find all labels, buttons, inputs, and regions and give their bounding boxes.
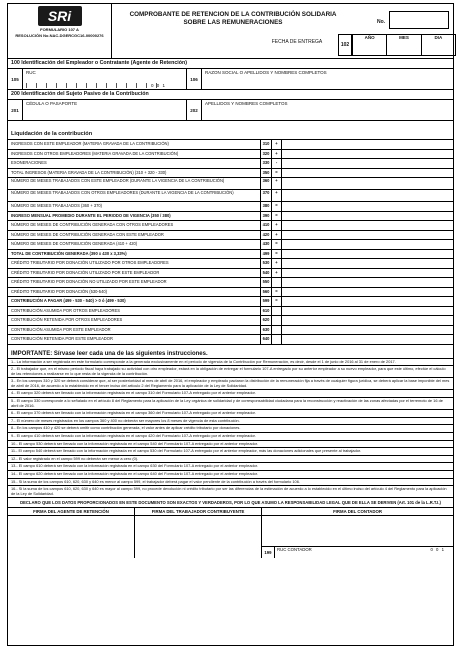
liquidation-row — [8, 231, 453, 241]
employer-id-row — [8, 69, 453, 90]
liquidation-row-sign: - — [272, 159, 282, 168]
liquidation-row-value[interactable] — [282, 202, 453, 211]
liquidation-row-label: INGRESO MENSUAL PROMEDIO DURANTE EL PERIODO DE VIGENCIA (350 / 380) — [11, 212, 171, 218]
taxpayer-section-title: 200 Identificación del Sujeto Pasivo de la Contribución — [8, 90, 453, 100]
liquidation-row-sign: = — [272, 250, 282, 259]
liquidation-row-label: NÚMERO DE MESES DE CONTRIBUCIÓN GENERADA CON ESTE EMPLEADOR — [11, 231, 164, 237]
agent-signature-label: FIRMA DEL AGENTE DE RETENCIÓN — [8, 508, 134, 516]
liquidation-row-sign: = — [272, 169, 282, 178]
worker-signature-label: FIRMA DEL TRABAJADOR CONTRIBUYENTE — [135, 508, 261, 516]
agent-signature-box[interactable] — [8, 508, 135, 558]
declaration: DECLARO QUE LOS DATOS PROPORCIONADOS EN ESTE DOCUMENTO SON EXACTOS Y VERDADEROS, POR LO QUE ASUMO LA RESPONSABILIDAD LEGAL QUE DE ELLA SE DERIVEN (Art. 101 de la L.R.T.I.) — [8, 498, 453, 508]
employer-ruc-field[interactable] — [22, 69, 186, 89]
liquidation-row-label: NÚMERO DE MESES DE CONTRIBUCIÓN GENERADA CON OTROS EMPLEADORES — [11, 222, 174, 227]
accountant-ruc-code: 199 — [262, 547, 275, 558]
instruction-item: 3.- En los campos 310 y 320 se deberá considerar que, al ser posterioridad al mes de abril de 2016, el empleador y empleado pactaron la distribución de la remuneración fija a través de cualquier figura jurídica, se deberá aplicar la base imponible del mes de abril de 2016, de acuerdo a lo establecido en el tercer inciso del artículo 2 del Reglamento para la aplicación de la Ley de Solidaridad. — [8, 378, 453, 390]
liquidation-row — [8, 169, 453, 179]
liquidation-row — [8, 335, 453, 345]
liquidation-row-value[interactable] — [282, 250, 453, 259]
number-label: No. — [377, 19, 386, 25]
liquidation-row-code: 530 — [260, 259, 272, 268]
liquidation-row — [8, 159, 453, 169]
liquidation-row-label: CRÉDITO TRIBUTARIO POR DONACIÓN UTILIZADO POR OTROS EMPLEADORES — [11, 260, 169, 265]
instructions-list — [8, 359, 453, 499]
instruction-item: 7.- El número de meses registrados en los campos 360 y 400 no deberán ser mayores los 8 meses de vigencia de esta contribución. — [8, 418, 453, 426]
liquidation-row-sign: = — [272, 212, 282, 221]
liquidation-row-code: 430 — [260, 240, 272, 249]
liquidation-row-value[interactable] — [282, 212, 453, 221]
liquidation-row-label: CRÉDITO TRIBUTARIO POR DONACIÓN (530-540) — [11, 288, 107, 294]
liquidation-row-code: 370 — [260, 190, 272, 201]
liquidation-row — [8, 250, 453, 260]
liquidation-row-label: CRÉDITO TRIBUTARIO POR DONACIÓN UTILIZADO POR ESTE EMPLEADOR — [11, 269, 160, 275]
liquidation-row-label: CONTRIBUCIÓN ASUMIDA POR ESTE EMPLEADOR — [11, 326, 111, 332]
instruction-item: 5.- El campo 330 corresponde a lo señalado en el artículo 8 del Reglamento para la aplicación de la Ley orgánica de solidaridad y de corresponsabilidad ciudadana para la reconstrucción y reactivación de las zonas afectadas por el terremoto de 16 de abril de 2016. — [8, 398, 453, 410]
liquidation-row — [8, 178, 453, 190]
form-page — [7, 3, 454, 646]
instruction-item: 16.- Si la suma de los campos 610, 620, 630 y 640 es mayor al campo 599, no procede devolución ni crédito tributario por ser las diferencias de la estimación de acuerdo a lo establecido en el último inciso del artículo 4 del Reglamento para la aplicación de la Ley de Solidaridad. — [8, 486, 453, 498]
logo-block — [8, 4, 112, 58]
accountant-signature-box[interactable] — [262, 508, 453, 558]
ruc-digit-boxes[interactable] — [26, 83, 166, 88]
liquidation-row-value[interactable] — [282, 288, 453, 297]
instruction-item: 8.- En los campos 410 y 420 se deberá omitir como contribución generada, el valor antes de aplicar crédito tributario por donaciones. — [8, 425, 453, 433]
liquidation-row — [8, 297, 453, 307]
apellidos-code: 202 — [186, 100, 201, 120]
liquidation-row-code: 360 — [260, 178, 272, 189]
razon-social-label: RAZON SOCIAL O APELLIDOS Y NOMBRES COMPLETOS — [205, 70, 327, 75]
liquidation-row-sign: + — [272, 150, 282, 159]
instruction-item: 1.- La información a ser registrada en este formulario corresponde a la generada exclusivamente en el período de vigencia de la Contribución por Remuneración, es decir, desde el 1 de junio de 2016 al 31 de enero de 2017. — [8, 359, 453, 367]
worker-signature-box[interactable] — [135, 508, 262, 558]
liquidation-row-value[interactable] — [282, 190, 453, 201]
liquidation-table — [8, 140, 453, 345]
liquidation-row-sign: + — [272, 140, 282, 149]
liquidation-row-value[interactable] — [282, 221, 453, 230]
liquidation-row-label: NÚMERO DE MESES DE CONTRIBUCIÓN GENERADA (410 + 420) — [11, 241, 138, 246]
instructions-title: IMPORTANTE: Sírvase leer cada una de las siguientes instrucciones. — [8, 345, 453, 359]
liquidation-row-sign: + — [272, 178, 282, 189]
month-column[interactable]: MES — [386, 35, 420, 55]
liquidation-row-sign — [272, 326, 282, 335]
cedula-field[interactable] — [22, 100, 186, 120]
liquidation-row-value[interactable] — [282, 278, 453, 287]
liquidation-row-code: 550 — [260, 278, 272, 287]
liquidation-row-value[interactable] — [282, 240, 453, 249]
liquidation-row-value[interactable] — [282, 269, 453, 278]
apellidos-label: APELLIDOS Y NOMBRES COMPLETOS — [205, 101, 288, 106]
liquidation-row-code: 630 — [260, 326, 272, 335]
liquidation-row-label: CONTRIBUCIÓN RETENIDA POR ESTE EMPLEADOR — [11, 336, 113, 341]
ruc-suffix: 0 0 1 — [150, 83, 166, 88]
liquidation-row-sign: + — [272, 259, 282, 268]
liquidation-row-sign: = — [272, 240, 282, 249]
liquidation-row-label: NÚMERO DE MESES TRABAJADOS (360 + 370) — [11, 203, 103, 208]
liquidation-row — [8, 278, 453, 288]
resolution-number: RESOLUCIÓN No.NAC-DGERCGC16-00000276 — [15, 33, 104, 38]
sri-logo: SRi — [38, 6, 82, 26]
cedula-code: 201 — [11, 107, 19, 113]
liquidation-row-label: TOTAL DE CONTRIBUCIÓN GENERADA (390 x 430 x 3,33%) — [11, 250, 127, 256]
liquidation-row-sign — [272, 307, 282, 316]
liquidation-row-code: 420 — [260, 231, 272, 240]
taxpayer-name-field[interactable] — [201, 100, 453, 120]
liquidation-row-code: 380 — [260, 202, 272, 211]
instruction-item: 14.- El campo 620 deberá ser llenado con la información registrada en el campo 640 del Formulario 107-A entregado por el anterior empleador. — [8, 471, 453, 479]
liquidation-row-code: 330 — [260, 159, 272, 168]
liquidation-row — [8, 221, 453, 231]
liquidation-row-label: CONTRIBUCIÓN RETENIDA POR OTROS EMPLEADORES — [11, 317, 123, 322]
liquidation-row-code: 390 — [260, 212, 272, 221]
liquidation-row-code: 350 — [260, 169, 272, 178]
liquidation-row-label: NÚMERO DE MESES TRABAJADOS CON OTROS EMPLEADORES (DURANTE LA VIGENCIA DE LA CONTRIBUCIÓN) — [11, 190, 234, 195]
liquidation-row — [8, 190, 453, 202]
liquidation-row-code: 410 — [260, 221, 272, 230]
liquidation-row-label: TOTAL INGRESOS (MATERIA GRAVADA DE LA CONTRIBUCIÓN) (310 + 320 - 330) — [11, 169, 167, 175]
accountant-ruc-label: RUC CONTADOR — [277, 547, 312, 553]
liquidation-row-label: CONTRIBUCIÓN ASUMIDA POR OTROS EMPLEADORES — [11, 307, 120, 313]
liquidation-row-sign: + — [272, 231, 282, 240]
liquidation-row-value[interactable] — [282, 259, 453, 268]
date-code: 102 — [338, 34, 352, 56]
liquidation-row-label: EXONERACIONES — [11, 160, 47, 165]
number-field[interactable] — [389, 11, 449, 29]
liquidation-row-label: NÚMERO DE MESES TRABAJADOS CON ESTE EMPLEADOR (DURANTE LA VIGENCIA DE LA CONTRIBUCIÓN) — [11, 178, 225, 183]
liquidation-row — [8, 150, 453, 160]
day-column[interactable]: DIA — [421, 35, 455, 55]
ruc-code: 105 — [11, 76, 19, 82]
form-title: COMPROBANTE DE RETENCION DE LA CONTRIBUCIÓN SOLIDARIA SOBRE LAS REMUNERACIONES — [129, 11, 337, 26]
ruc-label: RUC — [26, 70, 36, 75]
instruction-item: 4.- El campo 320 deberá ser llenado con la información registrada en el campo 310 del Formulario 107-A entregado por el anterior empleador. — [8, 390, 453, 398]
liquidation-row-sign: = — [272, 297, 282, 306]
liquidation-row-value[interactable] — [282, 326, 453, 335]
delivery-date-label: FECHA DE ENTREGA — [271, 39, 323, 45]
liquidation-row-sign: + — [272, 269, 282, 278]
liquidation-row-value[interactable] — [282, 316, 453, 325]
liquidation-row-value[interactable] — [282, 159, 453, 168]
instruction-item: 15.- Si la suma de los campos 610, 620, 630 y 640 es menor al campo 599, el trabajador deberá pagar el valor pendiente de la contribución a través del formulario 106. — [8, 479, 453, 487]
liquidation-row-value[interactable] — [282, 231, 453, 240]
liquidation-row-label: CONTRIBUCIÓN A PAGAR (499 - 530 - 540) > 0 ó (499 - 530) — [11, 298, 126, 303]
liquidation-row — [8, 326, 453, 336]
liquidation-row-code: 310 — [260, 140, 272, 149]
liquidation-row-code: 540 — [260, 269, 272, 278]
liquidation-row-value[interactable] — [282, 307, 453, 316]
liquidation-row-code: 610 — [260, 307, 272, 316]
liquidation-row-label: INGRESOS CON ESTE EMPLEADOR (MATERIA GRAVADA DE LA CONTRIBUCIÓN) — [11, 141, 169, 146]
signatures-row — [8, 508, 453, 558]
instruction-item: 12.- El valor registrado en el campo 599 no deberán ser menor a cero (0). — [8, 456, 453, 464]
liquidation-row-value[interactable] — [282, 150, 453, 159]
liquidation-row-value[interactable] — [282, 297, 453, 306]
liquidation-row-sign: = — [272, 288, 282, 297]
liquidation-row-sign: + — [272, 190, 282, 201]
liquidation-row — [8, 212, 453, 222]
instruction-item: 13.- El campo 610 deberá ser llenado con la información registrada en el campo 630 del Formulario 107-A entregado por el anterior empleador. — [8, 463, 453, 471]
cedula-label: CÉDULA O PASAPORTE — [26, 101, 78, 106]
liquidation-row-value[interactable] — [282, 169, 453, 178]
instruction-item: 11.- El campo 540 deberá ser llenado con la información registrada en el campo 530 del Formulario 107-A entregado por el anterior empleador, más las donaciones adicionales que presente al trabajador. — [8, 448, 453, 456]
liquidation-row — [8, 316, 453, 326]
liquidation-row-code: 560 — [260, 288, 272, 297]
liquidation-title: Liquidación de la contribución — [8, 121, 453, 140]
liquidation-row-code: 640 — [260, 335, 272, 344]
taxpayer-id-row — [8, 100, 453, 121]
instruction-item: 6.- El campo 370 deberá ser llenado con la información registrada en el campo 360 del Formulario 107-A entregado por el anterior empleador. — [8, 410, 453, 418]
liquidation-row-sign — [272, 316, 282, 325]
accountant-ruc-row[interactable] — [262, 546, 453, 558]
liquidation-row-sign: + — [272, 221, 282, 230]
liquidation-row-sign: = — [272, 202, 282, 211]
employer-section-title: 100 Identificación del Empleador o Contratante (Agente de Retención) — [8, 59, 453, 69]
liquidation-row-label: INGRESOS CON OTROS EMPLEADORES (MATERIA GRAVADA DE LA CONTRIBUCIÓN) — [11, 150, 179, 156]
delivery-date-grid[interactable] — [352, 34, 456, 56]
liquidation-row-code: 499 — [260, 250, 272, 259]
liquidation-row — [8, 240, 453, 250]
employer-name-field[interactable] — [201, 69, 453, 89]
instruction-item: 9.- El campo 410 deberá ser llenado con la información registrada en el campo 420 del Formulario 107-A entregado por el anterior empleador. — [8, 433, 453, 441]
liquidation-row-sign — [272, 335, 282, 344]
liquidation-row — [8, 202, 453, 212]
instruction-item: 10.- El campo 530 deberá ser llenado con la información registrada en el campo 540 del Formulario 107-A entregado por el anterior empleador. — [8, 441, 453, 449]
form-number: FORMULARIO 107 A — [40, 27, 79, 32]
accountant-ruc-suffix: 0 0 1 — [430, 547, 445, 553]
liquidation-row-code: 599 — [260, 297, 272, 306]
liquidation-row — [8, 259, 453, 269]
liquidation-row-value[interactable] — [282, 335, 453, 344]
year-column[interactable]: AÑO — [364, 35, 375, 40]
liquidation-row — [8, 288, 453, 298]
accountant-signature-label: FIRMA DEL CONTADOR — [262, 508, 453, 516]
liquidation-row — [8, 269, 453, 279]
liquidation-row-code: 620 — [260, 316, 272, 325]
liquidation-row-value[interactable] — [282, 178, 453, 189]
form-header — [8, 4, 453, 59]
liquidation-row-code: 320 — [260, 150, 272, 159]
liquidation-row — [8, 140, 453, 150]
razon-code: 106 — [186, 69, 201, 89]
accountant-ruc-field[interactable] — [275, 547, 453, 558]
liquidation-row-label: CRÉDITO TRIBUTARIO POR DONACIÓN NO UTILIZADO POR ESTE EMPLEADOR — [11, 279, 167, 284]
liquidation-row-sign — [272, 278, 282, 287]
liquidation-row — [8, 307, 453, 317]
header-main — [112, 4, 453, 58]
liquidation-row-value[interactable] — [282, 140, 453, 149]
instruction-item: 2.- El trabajador que, en el mismo período fiscal haya trabajado su actividad con otro empleador, estará en la obligación de entregar el formulario 107-A entregado por su anterior empleador a su nuevo empleador, para que este último, efectúe el cálculo de las retenciones a realizarse en lo que resta de la vigencia de la contribución. — [8, 366, 453, 378]
